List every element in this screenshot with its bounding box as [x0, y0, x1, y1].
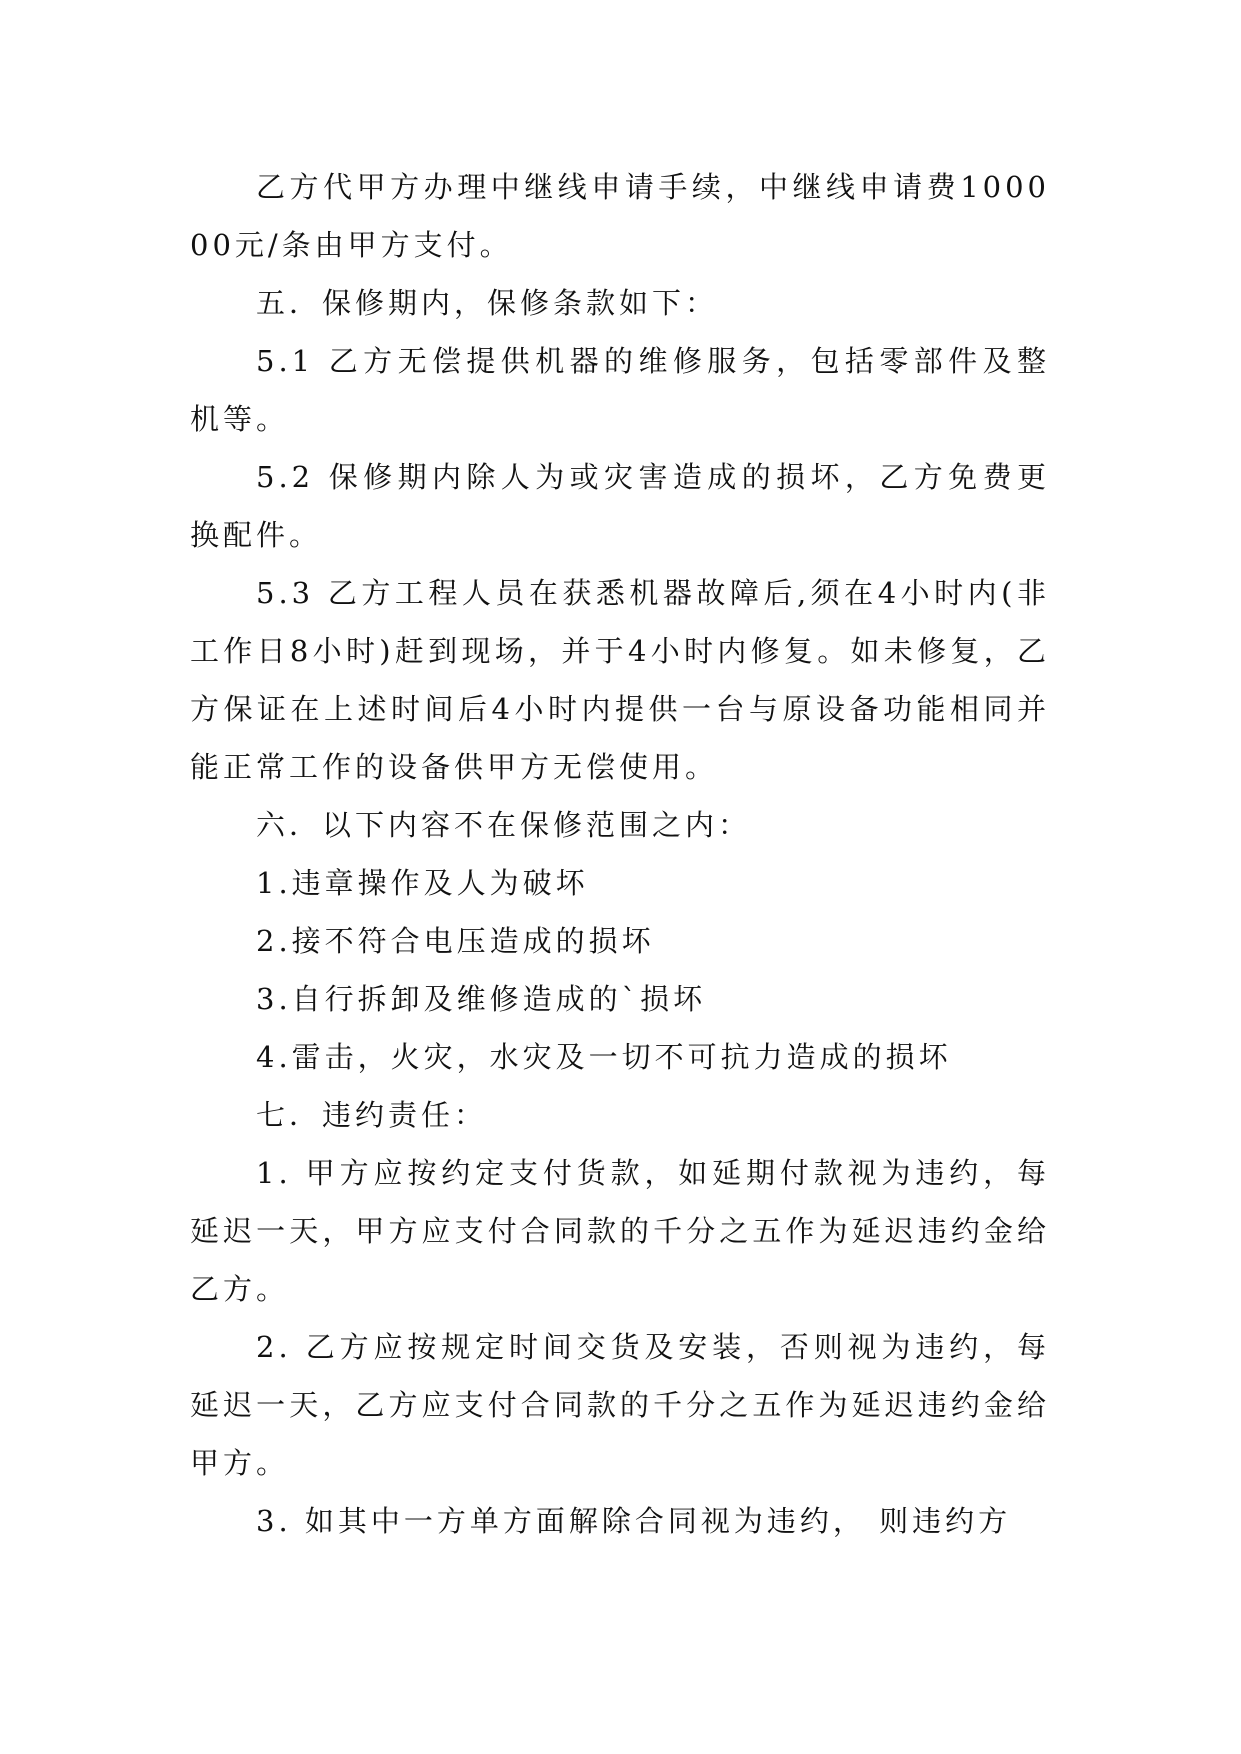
paragraph-trunk-line-fee: 乙方代甲方办理中继线申请手续，中继线申请费100000元/条由甲方支付。 — [190, 170, 1050, 262]
section-heading-liability: 七．违约责任： — [256, 1098, 488, 1132]
section-heading-warranty: 五．保修期内，保修条款如下： — [256, 286, 719, 320]
section-heading-exclusions: 六．以下内容不在保修范围之内： — [256, 808, 752, 842]
liability-item-2: 2. 乙方应按规定时间交货及安装，否则视为违约，每延迟一天，乙方应支付合同款的千分之五作为延迟违约金给甲方。 — [190, 1330, 1050, 1480]
clause-5-3: 5.3 乙方工程人员在获悉机器故障后,须在4小时内(非工作日8小时)赶到现场，并于4小时内修复。如未修复，乙方保证在上述时间后4小时内提供一台与原设备功能相同并能正常工作的设备供甲方无偿使用。 — [190, 576, 1050, 784]
exclusion-item-1: 1.违章操作及人为破坏 — [256, 866, 589, 900]
document-body — [190, 158, 1050, 1550]
liability-item-1: 1. 甲方应按约定支付货款，如延期付款视为违约，每延迟一天，甲方应支付合同款的千分之五作为延迟违约金给乙方。 — [190, 1156, 1050, 1306]
liability-item-3: 3. 如其中一方单方面解除合同视为违约， 则违约方 — [256, 1504, 1012, 1538]
clause-5-1: 5.1 乙方无偿提供机器的维修服务，包括零部件及整机等。 — [190, 344, 1050, 436]
clause-5-2: 5.2 保修期内除人为或灾害造成的损坏，乙方免费更换配件。 — [190, 460, 1050, 552]
exclusion-item-4: 4.雷击，火灾，水灾及一切不可抗力造成的损坏 — [256, 1040, 952, 1074]
exclusion-item-2: 2.接不符合电压造成的损坏 — [256, 924, 655, 958]
exclusion-item-3: 3.自行拆卸及维修造成的`损坏 — [256, 982, 707, 1016]
